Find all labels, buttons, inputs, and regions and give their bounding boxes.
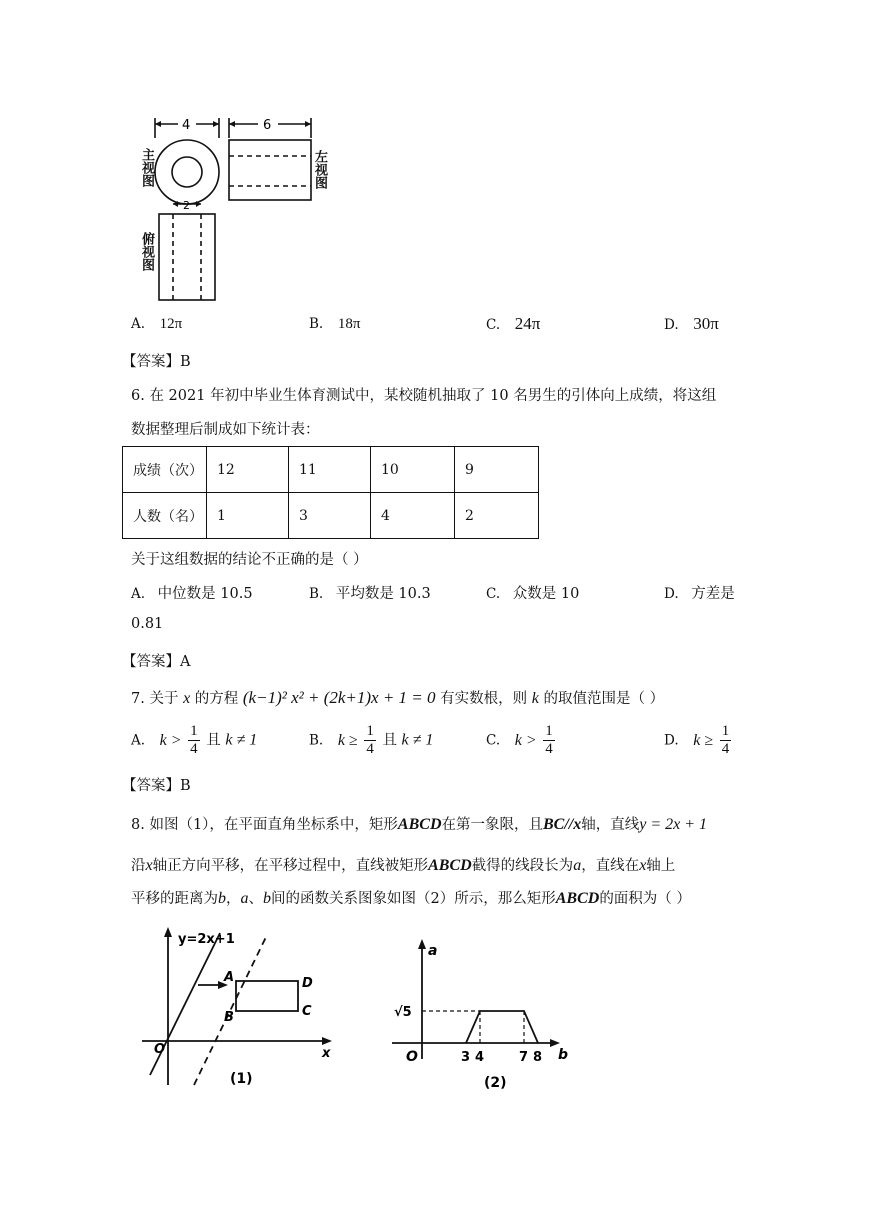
q6-option-d-cont: 0.81: [131, 616, 164, 632]
front-view-outer-circle: [155, 140, 219, 204]
q6-score-table: [122, 446, 539, 539]
tick-4: 4: [475, 1050, 485, 1065]
left-view-rect: [229, 140, 311, 200]
q6-option-c[interactable]: [486, 582, 579, 603]
option-tail-cn: 且: [206, 732, 221, 749]
option-fraction: $\frac{1}{4}$: [366, 723, 374, 757]
option-value: 众数是 10: [512, 586, 580, 602]
table-cell: 9: [455, 447, 539, 493]
rectangle-abcd: [236, 981, 298, 1011]
table-cell: 2: [455, 493, 539, 539]
b-axis-label: b: [558, 1047, 569, 1063]
top-view-label: 俯视图: [139, 232, 154, 271]
q7-option-a[interactable]: [131, 724, 257, 757]
option-value: 平均数是 10.3: [335, 586, 431, 602]
q7-option-d[interactable]: [664, 724, 733, 757]
q6-question: 关于这组数据的结论不正确的是（ ）: [131, 552, 368, 568]
option-fraction: $\frac{1}{4}$: [545, 723, 553, 757]
tick-8: 8: [533, 1050, 543, 1065]
option-lhs: k >: [514, 731, 537, 749]
table-row: [123, 447, 539, 493]
option-letter: D.: [664, 586, 679, 602]
option-tail: k ≠ 1: [401, 731, 434, 749]
q6-stem-line1: 6. 在 2021 年初中毕业生体育测试中，某校随机抽取了 10 名男生的引体向上成绩，将这组: [131, 388, 717, 404]
q7-stem: [131, 687, 664, 708]
a-axis-label: a: [428, 943, 438, 959]
q7-mid2: 有实数根，则: [440, 691, 528, 707]
q7-var-x: x: [183, 690, 191, 707]
q6-option-b[interactable]: [309, 582, 431, 603]
x-axis-label: x: [322, 1046, 331, 1061]
option-lhs: k >: [159, 731, 182, 749]
q7-var-k: k: [531, 690, 539, 707]
q8-stem-line1: 8. 如图（1），在平面直角坐标系中，矩形ABCD在第一象限，且BC//x轴，直线y = 2x + 1: [131, 816, 708, 833]
q7-option-c[interactable]: [486, 724, 557, 757]
dim-length-label: 6: [263, 118, 272, 133]
point-b-label: B: [224, 1010, 234, 1025]
q6-answer: 【答案】A: [122, 654, 191, 670]
origin-label: O: [154, 1042, 166, 1057]
function-graph: [466, 1011, 538, 1043]
sqrt5-label: √5: [394, 1005, 412, 1020]
figure-1-caption: (1): [230, 1071, 253, 1087]
option-value: 12π: [159, 316, 183, 332]
option-value: 24π: [514, 314, 541, 333]
option-letter: A.: [131, 732, 146, 749]
option-value: 30π: [693, 314, 719, 333]
line-label: y=2x+1: [178, 932, 235, 947]
option-letter: D.: [664, 317, 679, 333]
point-d-label: D: [302, 976, 313, 991]
table-cell: 1: [207, 493, 289, 539]
q7-option-b[interactable]: [309, 724, 433, 757]
option-letter: C.: [486, 317, 501, 333]
origin2-label: O: [406, 1049, 418, 1065]
table-cell: 成绩（次）: [123, 447, 207, 493]
option-value: 方差是: [691, 586, 735, 602]
point-c-label: C: [302, 1004, 312, 1019]
option-tail: k ≠ 1: [225, 731, 258, 749]
q7-mid: 的方程: [194, 691, 239, 707]
option-value: 中位数是 10.5: [157, 586, 253, 602]
q5-option-b[interactable]: [309, 316, 360, 333]
option-letter: D.: [664, 732, 679, 749]
option-letter: A.: [131, 586, 146, 602]
q8-figure-1: [138, 925, 348, 1095]
q6-stem-line2: 数据整理后制成如下统计表：: [131, 422, 320, 438]
option-letter: B.: [309, 586, 324, 602]
three-view-figure: [130, 110, 350, 310]
option-value: 18π: [337, 316, 361, 332]
tick-7: 7: [519, 1050, 529, 1065]
q7-equation: (k−1)² x² + (2k+1)x + 1 = 0: [242, 688, 436, 707]
option-fraction: $\frac{1}{4}$: [190, 723, 198, 757]
table-row: [123, 493, 539, 539]
tick-3: 3: [461, 1050, 471, 1065]
q5-option-a[interactable]: [131, 316, 182, 333]
option-letter: C.: [486, 586, 501, 602]
q8-stem-line2: 沿x轴正方向平移，在平移过程中，直线被矩形ABCD截得的线段长为a，直线在x轴上: [131, 857, 676, 874]
option-lhs: k ≥: [337, 731, 358, 749]
q5-option-c[interactable]: [486, 314, 540, 334]
option-lhs: k ≥: [693, 731, 714, 749]
figure-2-caption: (2): [484, 1075, 507, 1091]
table-cell: 3: [289, 493, 371, 539]
q6-option-a[interactable]: [131, 582, 253, 603]
front-view-inner-circle: [172, 157, 202, 187]
table-cell: 12: [207, 447, 289, 493]
q8-figure-2: [388, 935, 588, 1095]
top-view-rect: [159, 214, 215, 300]
dim-inner-label: 2: [183, 199, 190, 212]
option-fraction: $\frac{1}{4}$: [721, 723, 730, 757]
q5-answer: 【答案】B: [122, 354, 191, 370]
table-cell: 10: [371, 447, 455, 493]
table-cell: 人数（名）: [123, 493, 207, 539]
option-letter: C.: [486, 732, 501, 749]
table-cell: 11: [289, 447, 371, 493]
dim-width-label: 4: [182, 118, 191, 133]
q8-stem-line3: 平移的距离为b，a、b间的函数关系图象如图（2）所示，那么矩形ABCD的面积为（ ）: [131, 890, 691, 907]
q7-answer: 【答案】B: [122, 778, 191, 794]
q5-option-d[interactable]: [664, 314, 719, 334]
option-letter: B.: [309, 316, 324, 332]
option-letter: A.: [131, 316, 146, 332]
option-tail-cn: 且: [382, 732, 397, 749]
option-letter: B.: [309, 732, 324, 749]
q7-prefix: 7. 关于: [131, 691, 179, 707]
table-cell: 4: [371, 493, 455, 539]
q6-option-d[interactable]: [664, 582, 735, 603]
left-view-label: 左视图: [312, 150, 327, 189]
front-view-label: 主视图: [139, 148, 154, 187]
q7-suffix: 的取值范围是（ ）: [543, 691, 665, 707]
point-a-label: A: [224, 970, 235, 985]
